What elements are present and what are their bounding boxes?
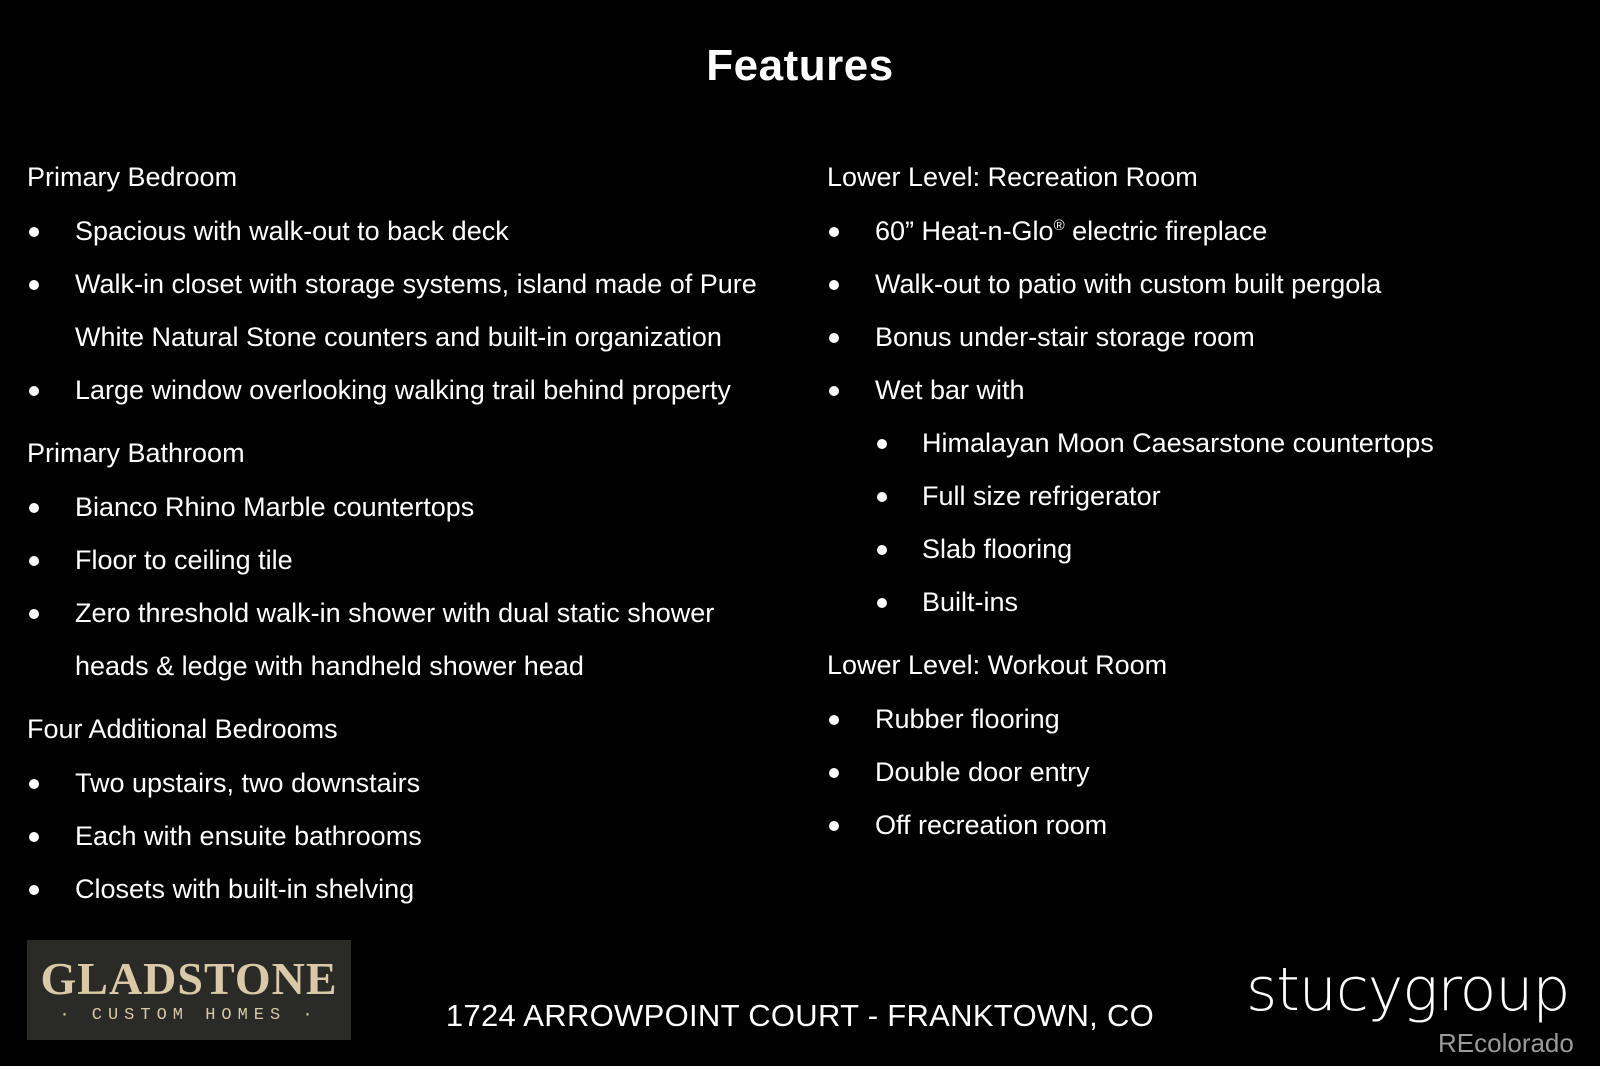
list-item: Double door entry	[827, 746, 1587, 799]
list-item	[827, 205, 1587, 258]
list-item: Wet bar with	[827, 364, 1587, 417]
right-feature-column	[827, 155, 1587, 866]
stucygroup-logo: stucygroup	[1246, 955, 1570, 1025]
list-item: Large window overlooking walking trail behind property	[27, 364, 797, 417]
fireplace-type-text: electric fireplace	[1072, 216, 1268, 246]
section-recreation-room	[827, 155, 1587, 629]
bullet-list	[27, 481, 797, 693]
sub-bullet-list	[827, 417, 1587, 629]
list-item: Bonus under-stair storage room	[827, 311, 1587, 364]
section-workout-room	[827, 643, 1587, 852]
property-address: 1724 ARROWPOINT COURT - FRANKTOWN, CO	[445, 998, 1155, 1033]
list-item: Zero threshold walk-in shower with dual static shower heads & ledge with handheld shower head	[27, 587, 735, 693]
list-item: Off recreation room	[827, 799, 1587, 852]
page-title: Features	[706, 41, 894, 90]
sub-list-item: Built-ins	[827, 576, 1587, 629]
list-item: Bianco Rhino Marble countertops	[27, 481, 797, 534]
section-heading: Primary Bedroom	[27, 162, 238, 192]
section-heading: Lower Level: Workout Room	[827, 650, 1168, 680]
list-item: Each with ensuite bathrooms	[27, 810, 797, 863]
list-item: Closets with built-in shelving	[27, 863, 797, 916]
section-heading: Four Additional Bedrooms	[27, 714, 338, 744]
list-item: Two upstairs, two downstairs	[27, 757, 797, 810]
list-item: Walk-out to patio with custom built pergola	[827, 258, 1587, 311]
section-primary-bedroom	[27, 155, 797, 417]
section-heading: Lower Level: Recreation Room	[827, 162, 1198, 192]
bullet-list	[27, 205, 797, 417]
recolorado-watermark: REcolorado	[1438, 1028, 1574, 1058]
section-additional-bedrooms	[27, 707, 797, 916]
sub-list-item: Himalayan Moon Caesarstone countertops	[827, 417, 1587, 470]
list-item: Spacious with walk-out to back deck	[27, 205, 797, 258]
list-item: Floor to ceiling tile	[27, 534, 797, 587]
list-item: Walk-in closet with storage systems, island made of Pure White Natural Stone counters and built-in organization	[27, 258, 765, 364]
sub-list-item: Slab flooring	[827, 523, 1587, 576]
bullet-list	[827, 205, 1587, 417]
registered-mark: ®	[1053, 217, 1065, 234]
fireplace-size-text: 60” Heat-n-Glo	[875, 216, 1054, 246]
sub-list-item: Full size refrigerator	[827, 470, 1587, 523]
gladstone-logo-name: GLADSTONE	[40, 953, 338, 1004]
list-item: Rubber flooring	[827, 693, 1587, 746]
section-primary-bathroom	[27, 431, 797, 693]
bullet-list	[827, 693, 1587, 852]
section-heading: Primary Bathroom	[27, 438, 245, 468]
gladstone-logo-subtitle: · CUSTOM HOMES ·	[59, 1006, 319, 1025]
bullet-list	[27, 757, 797, 916]
left-feature-column	[27, 155, 797, 930]
